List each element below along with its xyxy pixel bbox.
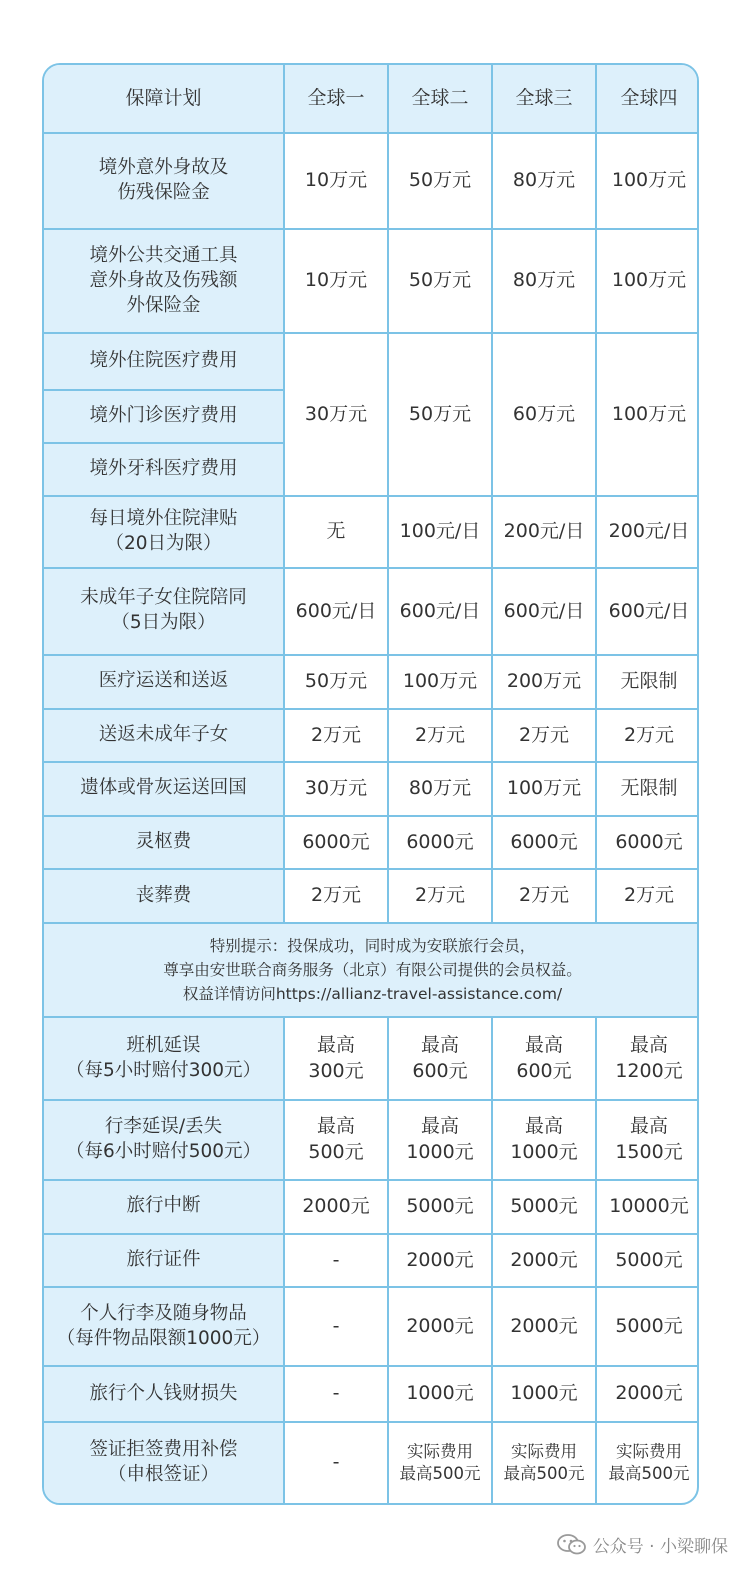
text-line: 600元 — [412, 1059, 468, 1082]
plan-value-cell: 100万元 — [596, 229, 699, 333]
plan-value-cell: 2万元 — [492, 709, 596, 763]
plan-value-cell: 2000元 — [492, 1287, 596, 1366]
plan-value-cell: 2万元 — [492, 869, 596, 923]
row-label — [44, 1100, 284, 1180]
text-line: 灵枢费 — [135, 831, 192, 853]
text-line: 境外公共交通工具 — [89, 244, 238, 266]
text-line: 最高 — [420, 1033, 459, 1056]
plan-value-cell: 100元/日 — [388, 496, 492, 568]
plan-value-cell: 无限制 — [596, 655, 699, 709]
plan-value-cell: - — [284, 1422, 388, 1503]
text-line: 500元 — [308, 1141, 364, 1164]
text-line: 最高 — [316, 1115, 355, 1138]
header-row — [44, 65, 699, 133]
row-label — [44, 333, 284, 390]
plan-value-cell: 10万元 — [284, 229, 388, 333]
plan-value-cell — [492, 1422, 596, 1503]
row-label — [44, 816, 284, 870]
text-line: 外保险金 — [126, 294, 201, 316]
text-line: 权益详情访问https://allianz-travel-assistance.com/ — [182, 985, 563, 1004]
text-line: 个人行李及随身物品 — [80, 1302, 247, 1324]
row-label — [44, 1366, 284, 1422]
table-row — [44, 1234, 699, 1288]
plan-value-cell: 600元/日 — [492, 568, 596, 655]
table-row — [44, 229, 699, 333]
plan-value-cell: - — [284, 1234, 388, 1288]
plan-value-cell: 80万元 — [492, 133, 596, 229]
table-row — [44, 923, 699, 1017]
header-plan-3: 全球三 — [492, 65, 596, 133]
text-line: （申根签证） — [107, 1463, 219, 1485]
plan-value-cell: 50万元 — [284, 655, 388, 709]
plan-value-cell: 6000元 — [284, 816, 388, 870]
plan-value-cell: 1000元 — [492, 1366, 596, 1422]
plan-value-cell: 200万元 — [492, 655, 596, 709]
text-line: 遗体或骨灰运送回国 — [80, 777, 247, 799]
text-line: 实际费用 — [407, 1442, 473, 1462]
row-label — [44, 709, 284, 763]
table-row — [44, 1366, 699, 1422]
text-line: 旅行中断 — [126, 1195, 201, 1217]
plan-value-cell: 2万元 — [284, 709, 388, 763]
table-row — [44, 709, 699, 763]
text-line: 医疗运送和送返 — [98, 670, 229, 692]
plan-value-cell: 200元/日 — [596, 496, 699, 568]
plan-value-cell: 600元/日 — [388, 568, 492, 655]
table-row — [44, 333, 699, 390]
plan-value-cell: 200元/日 — [492, 496, 596, 568]
row-label — [44, 496, 284, 568]
text-line: （每6小时赔付500元） — [65, 1141, 262, 1163]
header-plan-label: 保障计划 — [44, 65, 284, 133]
plan-value-cell: 1000元 — [388, 1366, 492, 1422]
table-row — [44, 762, 699, 816]
text-line: 丧葬费 — [135, 884, 192, 906]
plan-value-cell: 2000元 — [284, 1180, 388, 1234]
wechat-icon — [557, 1533, 587, 1555]
text-line: 行李延误/丢失 — [104, 1116, 223, 1138]
table-row — [44, 655, 699, 709]
plan-value-cell: 600元/日 — [596, 568, 699, 655]
text-line: 最高500元 — [608, 1463, 690, 1483]
text-line: 签证拒签费用补偿 — [89, 1438, 238, 1460]
plan-value-cell: 2000元 — [388, 1287, 492, 1366]
text-line: 未成年子女住院陪同 — [80, 587, 247, 609]
table-row — [44, 1017, 699, 1100]
table-row — [44, 568, 699, 655]
plan-value-cell: 5000元 — [492, 1180, 596, 1234]
plan-value-cell: 30万元 — [284, 333, 388, 496]
text-line: 境外住院医疗费用 — [89, 349, 238, 371]
text-line: 实际费用 — [511, 1442, 577, 1462]
text-line: （每5小时赔付300元） — [65, 1059, 262, 1081]
text-line: 境外牙科医疗费用 — [89, 458, 238, 480]
row-label — [44, 390, 284, 444]
text-line: （5日为限） — [111, 612, 216, 634]
plan-value-cell: 无 — [284, 496, 388, 568]
plan-value-cell — [284, 1017, 388, 1100]
plan-value-cell: 6000元 — [596, 816, 699, 870]
plan-value-cell: 6000元 — [388, 816, 492, 870]
text-line: 600元 — [516, 1059, 572, 1082]
plan-value-cell: 5000元 — [596, 1287, 699, 1366]
plan-value-cell: 5000元 — [596, 1234, 699, 1288]
plan-value-cell — [388, 1422, 492, 1503]
text-line: 300元 — [308, 1059, 364, 1082]
text-line: （每件物品限额1000元） — [56, 1327, 271, 1349]
plan-value-cell: 60万元 — [492, 333, 596, 496]
row-label — [44, 762, 284, 816]
plan-value-cell: 2万元 — [596, 869, 699, 923]
footer-source-text: 公众号 · 小梁聊保 — [592, 1536, 728, 1557]
plan-value-cell: 50万元 — [388, 133, 492, 229]
text-line: 每日境外住院津贴 — [89, 507, 238, 529]
text-line: （20日为限） — [105, 532, 222, 554]
text-line: 1500元 — [615, 1141, 683, 1164]
text-line: 最高 — [524, 1115, 563, 1138]
plan-value-cell — [388, 1100, 492, 1180]
footer-source — [557, 1529, 728, 1559]
text-line: 最高 — [629, 1033, 668, 1056]
table-row — [44, 496, 699, 568]
table-row — [44, 869, 699, 923]
plan-value-cell — [596, 1100, 699, 1180]
header-plan-1: 全球一 — [284, 65, 388, 133]
header-plan-4: 全球四 — [596, 65, 699, 133]
row-label — [44, 1287, 284, 1366]
member-notice — [44, 923, 699, 1017]
text-line: 1000元 — [510, 1141, 578, 1164]
table-row — [44, 1180, 699, 1234]
plan-value-cell: 80万元 — [388, 762, 492, 816]
text-line: 特别提示：投保成功，同时成为安联旅行会员， — [209, 937, 536, 956]
text-line: 意外身故及伤残额 — [89, 269, 238, 291]
plan-value-cell: 无限制 — [596, 762, 699, 816]
text-line: 旅行证件 — [126, 1248, 201, 1270]
text-line: 最高500元 — [399, 1463, 481, 1483]
text-line: 最高500元 — [503, 1463, 585, 1483]
text-line: 伤残保险金 — [117, 181, 210, 203]
plan-value-cell: 2万元 — [388, 869, 492, 923]
plan-value-cell: 5000元 — [388, 1180, 492, 1234]
row-label — [44, 869, 284, 923]
text-line: 最高 — [524, 1033, 563, 1056]
text-line: 1000元 — [406, 1141, 474, 1164]
plan-value-cell: 30万元 — [284, 762, 388, 816]
text-line: 实际费用 — [616, 1442, 682, 1462]
plan-value-cell: 2万元 — [284, 869, 388, 923]
row-label — [44, 1422, 284, 1503]
coverage-table-card — [42, 63, 699, 1505]
table-row — [44, 816, 699, 870]
plan-value-cell: 2000元 — [596, 1366, 699, 1422]
text-line: 班机延误 — [126, 1034, 201, 1056]
plan-value-cell — [596, 1422, 699, 1503]
plan-value-cell: 6000元 — [492, 816, 596, 870]
plan-value-cell — [388, 1017, 492, 1100]
row-label — [44, 568, 284, 655]
row-label — [44, 1017, 284, 1100]
plan-value-cell: 10万元 — [284, 133, 388, 229]
plan-value-cell: 100万元 — [596, 133, 699, 229]
table-row — [44, 1422, 699, 1503]
plan-value-cell: 2万元 — [388, 709, 492, 763]
text-line: 送返未成年子女 — [98, 723, 229, 745]
text-line: 1200元 — [615, 1059, 683, 1082]
plan-value-cell: - — [284, 1366, 388, 1422]
plan-value-cell: 2000元 — [492, 1234, 596, 1288]
row-label — [44, 1180, 284, 1234]
row-label — [44, 655, 284, 709]
row-label — [44, 229, 284, 333]
plan-value-cell: 100万元 — [388, 655, 492, 709]
plan-value-cell: 600元/日 — [284, 568, 388, 655]
row-label — [44, 133, 284, 229]
plan-value-cell: 10000元 — [596, 1180, 699, 1234]
plan-value-cell: 50万元 — [388, 333, 492, 496]
text-line: 旅行个人钱财损失 — [89, 1382, 238, 1404]
text-line: 境外意外身故及 — [98, 156, 229, 178]
plan-value-cell: 2万元 — [596, 709, 699, 763]
plan-value-cell — [596, 1017, 699, 1100]
plan-value-cell: 100万元 — [492, 762, 596, 816]
text-line: 最高 — [629, 1115, 668, 1138]
text-line: 最高 — [316, 1033, 355, 1056]
row-label — [44, 443, 284, 496]
plan-value-cell: 2000元 — [388, 1234, 492, 1288]
plan-value-cell: - — [284, 1287, 388, 1366]
table-row — [44, 1287, 699, 1366]
plan-value-cell: 50万元 — [388, 229, 492, 333]
plan-value-cell: 100万元 — [596, 333, 699, 496]
plan-value-cell — [492, 1100, 596, 1180]
plan-value-cell — [284, 1100, 388, 1180]
coverage-table — [44, 65, 699, 1503]
text-line: 最高 — [420, 1115, 459, 1138]
plan-value-cell: 80万元 — [492, 229, 596, 333]
text-line: 尊享由安世联合商务服务（北京）有限公司提供的会员权益。 — [163, 961, 582, 980]
text-line: 境外门诊医疗费用 — [89, 405, 238, 427]
table-row — [44, 133, 699, 229]
table-row — [44, 1100, 699, 1180]
plan-value-cell — [492, 1017, 596, 1100]
header-plan-2: 全球二 — [388, 65, 492, 133]
row-label — [44, 1234, 284, 1288]
